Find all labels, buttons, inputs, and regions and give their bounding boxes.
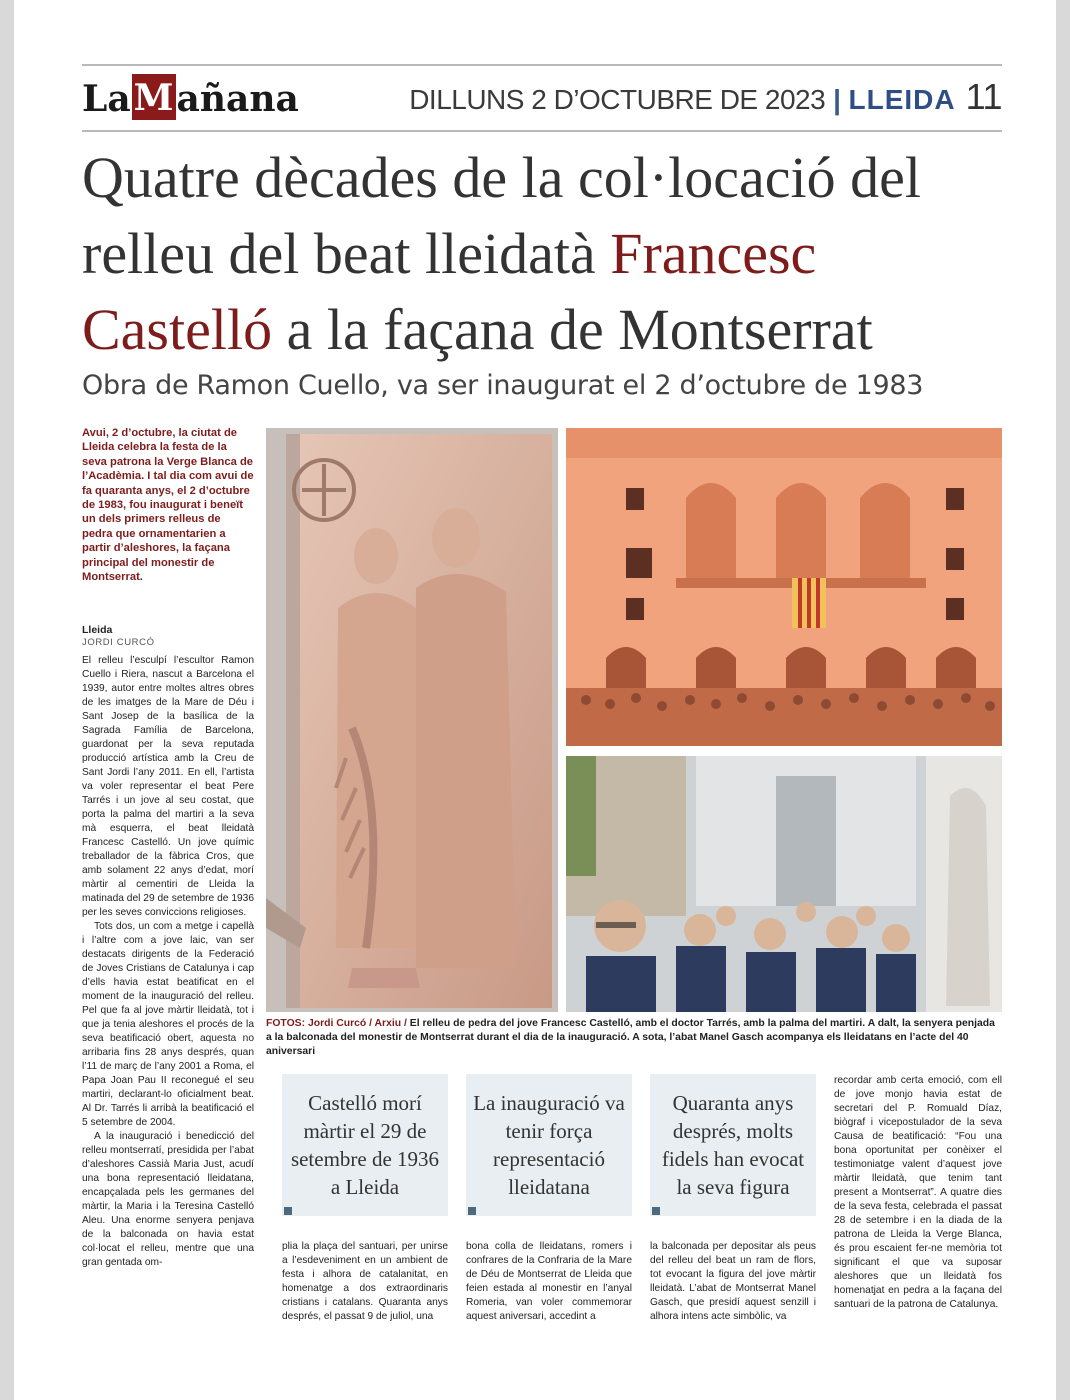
newspaper-page	[14, 0, 1056, 1400]
body-column-1	[82, 654, 254, 1342]
logo-m-box: M	[132, 74, 176, 120]
photo-caption	[266, 1017, 1002, 1059]
pull-quote-1: Castelló morí màrtir el 29 de setembre de 1936 a Lleida	[282, 1074, 448, 1216]
masthead-rule	[82, 130, 1002, 132]
pull-quote-marker	[468, 1207, 476, 1215]
section-name: LLEIDA	[848, 84, 956, 115]
photo-credit: FOTOS: Jordi Curcó / Arxiu /	[266, 1018, 407, 1029]
body-column-5: recordar amb certa emoció, com ell de jove monjo havia estat de secretari del P. Romuald Díaz, biògraf i vicepostulador de la seva Causa de beatificació: “Fou una bona oportunitat per conèixer el testimoniatge valent d’aquest jove màrtir lleidatà, que tenim tant present a Montserrat”. A quatre dies de la seva festa, celebrada el passat 28 de setembre i en la diada de la patrona de Lleida la Verge Blanca, és prou escaient fer-ne memòria tot significant el que va suposar aleshores que un lleidatà fos homenatjat en pedra a la façana del santuari de la patrona de Catalunya.	[834, 1075, 1002, 1310]
article-headline	[82, 140, 1002, 368]
body-column-2: plia la plaça del santuari, per unirse a l’esdeveniment en un ambient de festa i alhora de catalanitat, en homenatge a dos extraordinaris cristians i catalans. Quaranta anys després, el passat 9 de juliol, una	[282, 1241, 448, 1322]
logo-text-pre: La	[82, 78, 131, 120]
byline-author: JORDI CURCÓ	[82, 637, 155, 648]
monastery-facade-photo	[566, 428, 1002, 746]
masthead	[82, 66, 1002, 122]
headline-part1: Quatre dècades de la col·locació del relleu del beat lleidatà	[82, 145, 921, 286]
pull-quote-2: La inauguració va tenir força representació lleidatana	[466, 1074, 632, 1216]
article-lead: Avui, 2 d’octubre, la ciutat de Lleida celebra la festa de la seva patrona la Verge Blanca de l’Acadèmia. I tal dia com avui de fa quaranta anys, el 2 d’octubre de 1983, fou inaugurat i beneït un dels primers relleus de pedra que ornamentarien a partir d’aleshores, la façana principal del monestir de Montserrat.	[82, 427, 254, 584]
dateline	[409, 76, 1002, 118]
issue-date: DILLUNS 2 D’OCTUBRE DE 2023	[409, 84, 826, 115]
caption-text: El relleu de pedra del jove Francesc Castelló, amb el doctor Tarrés, amb la palma del martiri. A dalt, la senyera penjada a la balconada del monestir de Montserrat durant el dia de la inauguració. A sota, l’abat Manel Gasch acompanya els lleidatans en l’acte del 40 aniversari	[266, 1018, 995, 1057]
pull-quote-3: Quaranta anys després, molts fidels han evocat la seva figura	[650, 1074, 816, 1216]
headline-part2: a la façana de Montserrat	[272, 297, 873, 362]
headline-highlight: Francesc Castelló	[82, 221, 817, 362]
byline-city: Lleida	[82, 624, 113, 636]
page-number: 11	[965, 76, 1002, 117]
logo-text-post: añana	[176, 78, 299, 120]
body-column-3: bona colla de lleidatans, romers i confrares de la Confraria de la Mare de Déu de Montserrat de Lleida que feien estada al monestir en l’anyal Romeria, van voler commemorar aquest aniversari, accedint a	[466, 1241, 632, 1322]
dateline-separator: |	[833, 84, 841, 115]
body-column-4: la balconada per depositar als peus del relleu del beat un ram de flors, tot evocant la figura del jove màrtir lleidatà. L’abat de Montserrat Manel Gasch, que presidí aquest senzill i alhora intens acte simbòlic, va	[650, 1241, 816, 1322]
pull-quote-marker	[652, 1207, 660, 1215]
newspaper-logo	[82, 70, 299, 120]
pull-quote-marker	[284, 1207, 292, 1215]
article-subhead: Obra de Ramon Cuello, va ser inaugurat el 2 d’octubre de 1983	[82, 370, 924, 401]
ceremony-photo	[566, 756, 1002, 1012]
body-paragraph: A la inauguració i benedicció del relleu montserratí, presidida per l’abat d’aleshores Cassià Maria Just, acudí una bona representació lleidatana, encapçalada pels les germanes del màrtir, la Maria i la Teresina Castelló Aleu. Una enorme senyera penjava de la balconada on havia estat col·locat el relleu, mentre que una gran gentada om-	[82, 1131, 254, 1268]
body-paragraph: El relleu l’esculpí l’escultor Ramon Cuello i Riera, nascut a Barcelona el 1939, autor entre moltes altres obres de les imatges de la Mare de Déu i Sant Josep de la basílica de la Sagrada Família de Barcelona, guardonat per la seva reputada producció artística amb la Creu de Sant Jordi l’any 2011. En ell, l’artista va voler representar el beat Pere Tarrés i un jove al seu costat, que porta la palma del martiri a la seva mà esquerra, el beat lleidatà Francesc Castelló. Un jove químic treballador de la fàbrica Cros, que amb solament 22 anys d’edat, morí màrtir al cementiri de Lleida la matinada del 29 de setembre de 1936 per les seves conviccions religioses.	[82, 655, 254, 918]
body-paragraph: Tots dos, un com a metge i capellà i l’altre com a jove laic, van ser destacats dirigents de la Federació de Joves Cristians de Catalunya i cap d’ells havia estat beatificat en el moment de la inauguració del relleu. Pel que fa al jove màrtir lleidatà, tot i que ja tenia aleshores el procés de la seva beatificació obert, aquesta no arribaria fins 28 anys després, quan l’11 de març de l’any 2001 a Roma, el Papa Joan Pau II reconegué el seu martiri, declarant-lo oficialment beat. Al Dr. Tarrés li arribà la beatificació el 5 setembre de 2004.	[82, 921, 254, 1128]
relief-photo	[266, 428, 558, 1012]
